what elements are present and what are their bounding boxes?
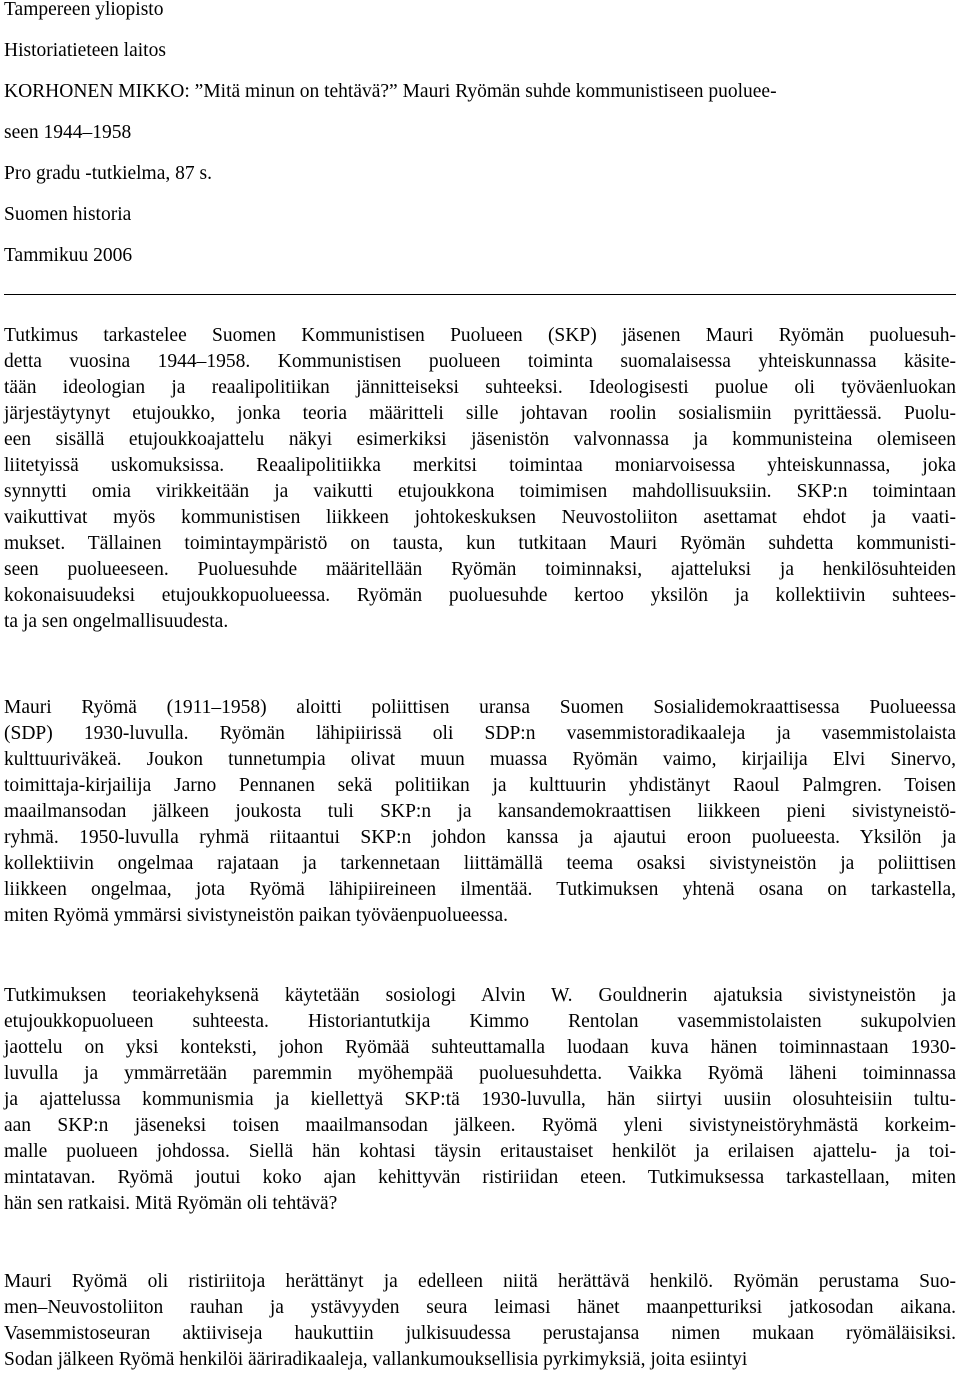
text-line: Mauri Ryömä oli ristiriitoja herättänyt ja edelleen niitä herättävä henkilö. Ryömän perustama Suo- <box>4 1271 956 1292</box>
text-line: ja ajattelussa kommunismia ja kiellettyä SKP:tä 1930-luvulla, hän siirtyi uusiin olosuhteisiin tultu- <box>4 1089 956 1110</box>
text-line: kollektiivin ongelmaa rajataan ja tarkennetaan liittämällä teema osaksi sivistyneistön ja poliittisen <box>4 853 956 874</box>
text-line: synnytti omia virikkeitään ja vaikutti etujoukkona toimimisen mahdollisuuksiin. SKP:n toimintaan <box>4 481 956 502</box>
text-line: järjestäytynyt etujoukko, jonka teoria määritteli sille johtavan roolin sosialismiin pyrittäessä. Puolu- <box>4 403 956 424</box>
thesis-type: Pro gradu -tutkielma, 87 s. <box>4 163 212 184</box>
text-line: tään ideologian ja reaalipolitiikan jännitteiseksi suhteeksi. Ideologisesti puolue oli työväenluokan <box>4 377 956 398</box>
text-line: ryhmä. 1950-luvulla ryhmä riitaantui SKP:n johdon kanssa ja ajautui eroon puolueesta. Yksilön ja <box>4 827 956 848</box>
text-line: Tutkimus tarkastelee Suomen Kommunistisen Puolueen (SKP) jäsenen Mauri Ryömän puoluesuh- <box>4 325 956 346</box>
thesis-title-line-1: KORHONEN MIKKO: ”Mitä minun on tehtävä?” Mauri Ryömän suhde kommunistiseen puoluee- <box>4 81 777 102</box>
text-line: ta ja sen ongelmallisuudesta. <box>4 611 229 632</box>
text-line: detta vuosina 1944–1958. Kommunistisen puolueen toiminta suomalaisessa yhteiskunnassa käsite- <box>4 351 956 372</box>
header-divider <box>4 294 956 295</box>
text-line: vaikuttivat myös kommunistisen liikkeen johtokeskuksen Neuvostoliiton asettamat ehdot ja vaati- <box>4 507 956 528</box>
department-name: Historiatieteen laitos <box>4 40 166 61</box>
text-line: Mauri Ryömä (1911–1958) aloitti poliittisen uransa Suomen Sosialidemokraattisessa Puolueessa <box>4 697 956 718</box>
abstract-paragraph-4 <box>4 1269 956 1373</box>
text-line: jaottelu on yksi konteksti, johon Ryömää suhteuttamalla luodaan kuva hänen toiminnastaan 1930- <box>4 1037 956 1058</box>
text-line: hän sen ratkaisi. Mitä Ryömän oli tehtävä? <box>4 1193 338 1214</box>
text-line: Vasemmistoseuran aktiiviseja haukuttiin julkisuudessa perustajansa nimen mukaan ryömäläisiksi. <box>4 1323 956 1344</box>
text-line: liitetyissä uskomuksissa. Reaalipolitiikka merkitsi toimintaa moniarvoisessa yhteiskunnassa, joka <box>4 455 956 476</box>
text-line: luvulla ja ymmärretään paremmin myöhempää puoluesuhdetta. Vaikka Ryömä läheni toiminnassa <box>4 1063 956 1084</box>
text-line: seen puolueeseen. Puoluesuhde määritellään Ryömän toiminnaksi, ajatteluksi ja henkilösuhteiden <box>4 559 956 580</box>
text-line: men–Neuvostoliiton rauhan ja ystävyyden seura leimasi hänet maanpetturiksi jatkosodan aikana. <box>4 1297 956 1318</box>
text-line: etujoukkopuolueen suhteesta. Historiantutkija Kimmo Rentolan vasemmistolaisten sukupolvien <box>4 1011 956 1032</box>
text-line: mukset. Tällainen toimintaympäristö on tausta, kun tutkitaan Mauri Ryömän suhdetta kommunisti- <box>4 533 956 554</box>
abstract-paragraph-3 <box>4 983 956 1217</box>
text-line: mintatavan. Ryömä joutui koko ajan kehittyvän ristiriidan eteen. Tutkimuksessa tarkastellaan, miten <box>4 1167 956 1188</box>
text-line: kokonaisuudeksi etujoukkopuolueessa. Ryömän puoluesuhde kertoo yksilön ja kollektiivin suhtees- <box>4 585 956 606</box>
university-name: Tampereen yliopisto <box>4 0 164 20</box>
text-line: Tutkimuksen teoriakehyksenä käytetään sosiologi Alvin W. Gouldnerin ajatuksia sivistyneistön ja <box>4 985 956 1006</box>
text-line: malle puolueen johdossa. Siellä hän kohtasi täysin eritaustaiset henkilöt ja erilaisen ajattelu- ja toi- <box>4 1141 956 1162</box>
text-line: een sisällä etujoukkoajattelu näkyi esimerkiksi jäsenistön valvonnassa ja kommunisteina olemiseen <box>4 429 956 450</box>
text-line: kulttuuriväkeä. Joukon tunnetumpia olivat muun muassa Ryömän vaimo, kirjailija Elvi Sinervo, <box>4 749 956 770</box>
thesis-title-line-2: seen 1944–1958 <box>4 122 132 143</box>
text-line: Sodan jälkeen Ryömä henkilöi ääriradikaaleja, vallankumouksellisia pyrkimyksiä, joita esiintyi <box>4 1349 748 1370</box>
abstract-paragraph-1 <box>4 323 956 635</box>
text-line: maailmansodan jälkeen joukosta tuli SKP:n ja kansandemokraattisen liikkeen pieni sivistyneistö- <box>4 801 956 822</box>
text-line: aan SKP:n jäseneksi toisen maailmansodan jälkeen. Ryömä yleni sivistyneistöryhmästä korkeim- <box>4 1115 956 1136</box>
text-line: (SDP) 1930-luvulla. Ryömän lähipiirissä oli SDP:n vasemmistoradikaaleja ja vasemmistolaista <box>4 723 956 744</box>
abstract-paragraph-2 <box>4 695 956 929</box>
subject: Suomen historia <box>4 204 132 225</box>
text-line: liikkeen ongelmaa, jota Ryömä lähipiireineen ilmentää. Tutkimuksen yhtenä osana on tarkastella, <box>4 879 956 900</box>
text-line: miten Ryömä ymmärsi sivistyneistön paikan työväenpuolueessa. <box>4 905 508 926</box>
text-line: toimittaja-kirjailija Jarno Pennanen sekä politiikan ja kulttuurin yhdistänyt Raoul Palmgren. Toisen <box>4 775 956 796</box>
date: Tammikuu 2006 <box>4 245 133 266</box>
